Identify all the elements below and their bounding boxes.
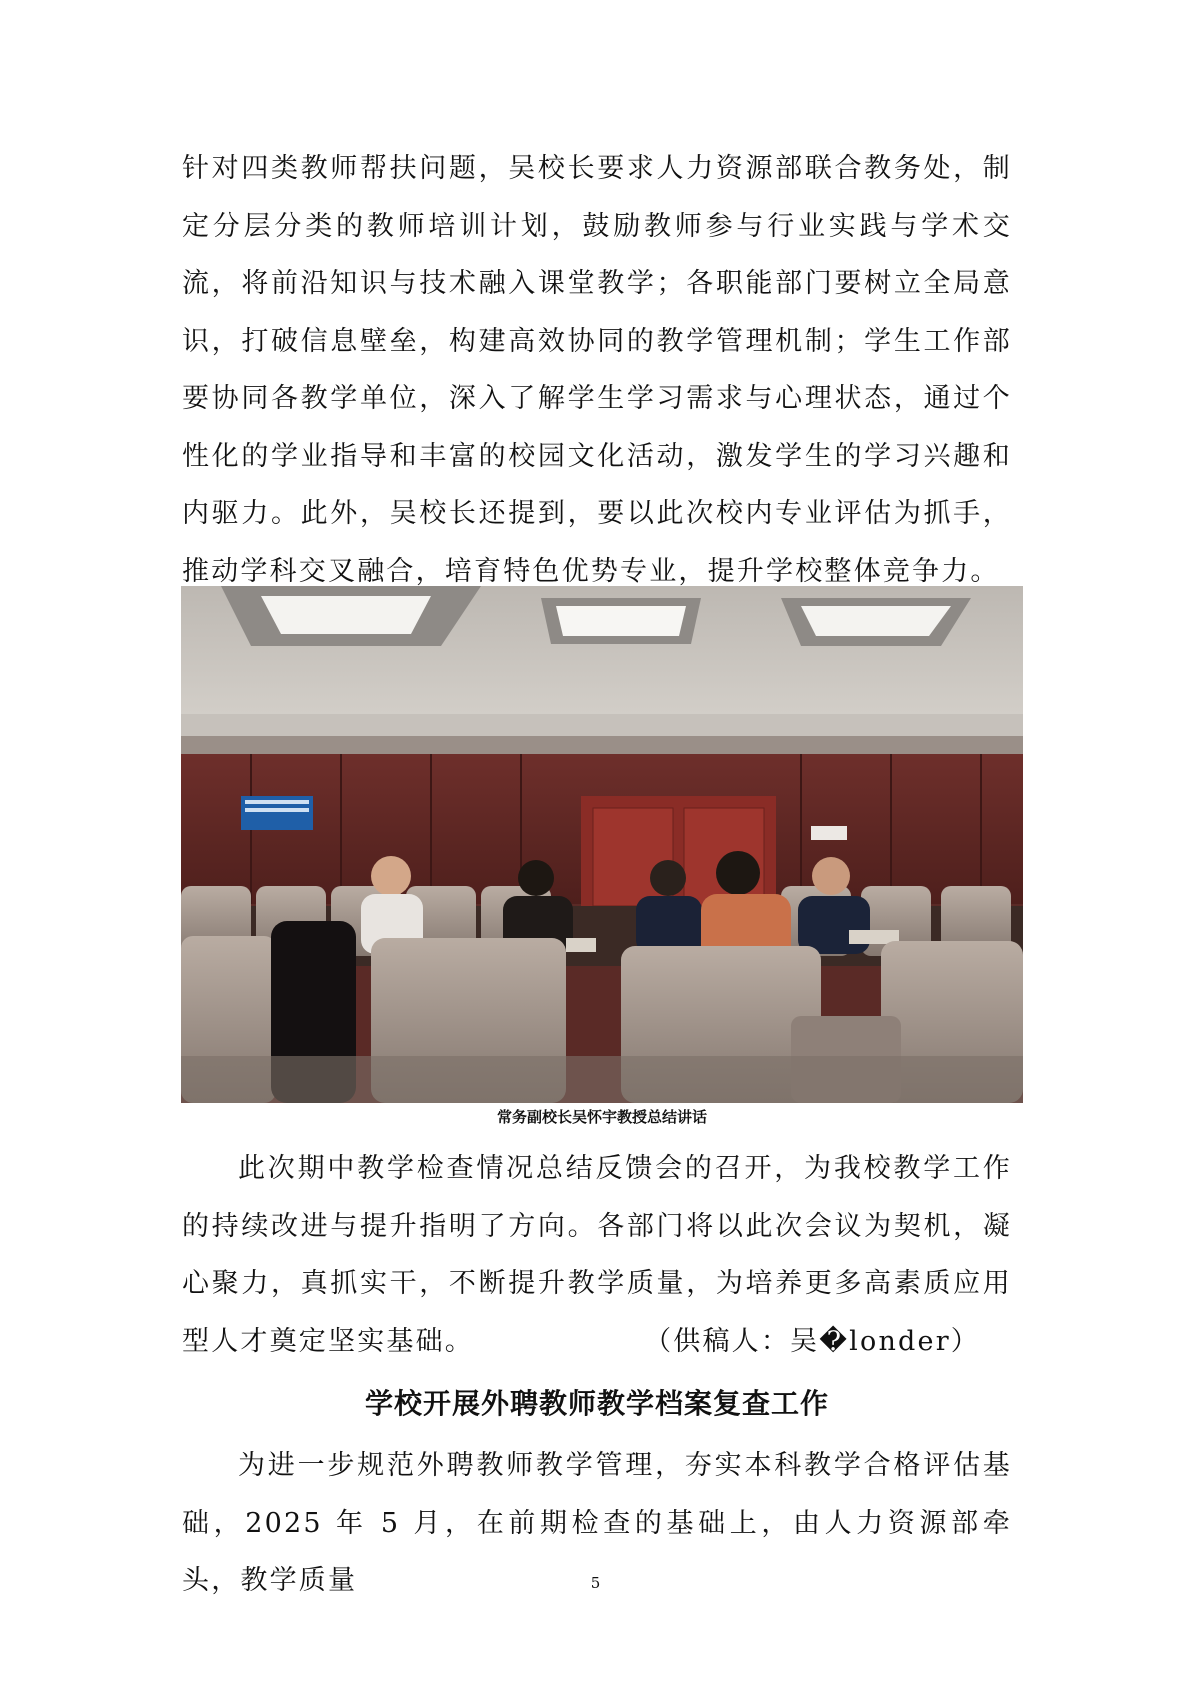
page-number: 5 — [590, 1574, 601, 1592]
paragraph-teacher-support: 针对四类教师帮扶问题，吴校长要求人力资源部联合教务处，制定分层分类的教师培训计划，鼓励教师参与行业实践与学术交流，将前沿知识与技术融入课堂教学；各职能部门要树立全局意识，打破信息壁垒，构建高效协同的教学管理机制；学生工作部要协同各教学单位，深入了解学生学习需求与心理状态，通过个性化的学业指导和丰富的校园文化活动，激发学生的学习兴趣和内驱力。此外，吴校长还提到，要以此次校内专业评估为抓手，推动学科交叉融合，培育特色优势专业，提升学校整体竞争力。 — [182, 153, 1012, 587]
paragraph-meeting-summary-text: 此次期中教学检查情况总结反馈会的召开，为我校教学工作的持续改进与提升指明了方向。各部门将以此次会议为契机，凝心聚力，真抓实干，不断提升教学质量，为培养更多高素质应用型人才奠定坚实基础。 — [182, 1153, 1012, 1357]
meeting-photo — [181, 586, 1023, 1103]
photo-caption: 常务副校长吴怀宇教授总结讲话 — [496, 1108, 707, 1126]
author-credit: （供稿人：吴�londer） — [644, 1325, 980, 1357]
paragraph-section-intro: 为进一步规范外聘教师教学管理，夯实本科教学合格评估基础，2025 年 5 月，在前期检查的基础上，由人力资源部牵头，教学质量 — [182, 1450, 1012, 1596]
paragraph-meeting-summary — [182, 1140, 1012, 1370]
section-title: 学校开展外聘教师教学档案复查工作 — [364, 1387, 829, 1420]
